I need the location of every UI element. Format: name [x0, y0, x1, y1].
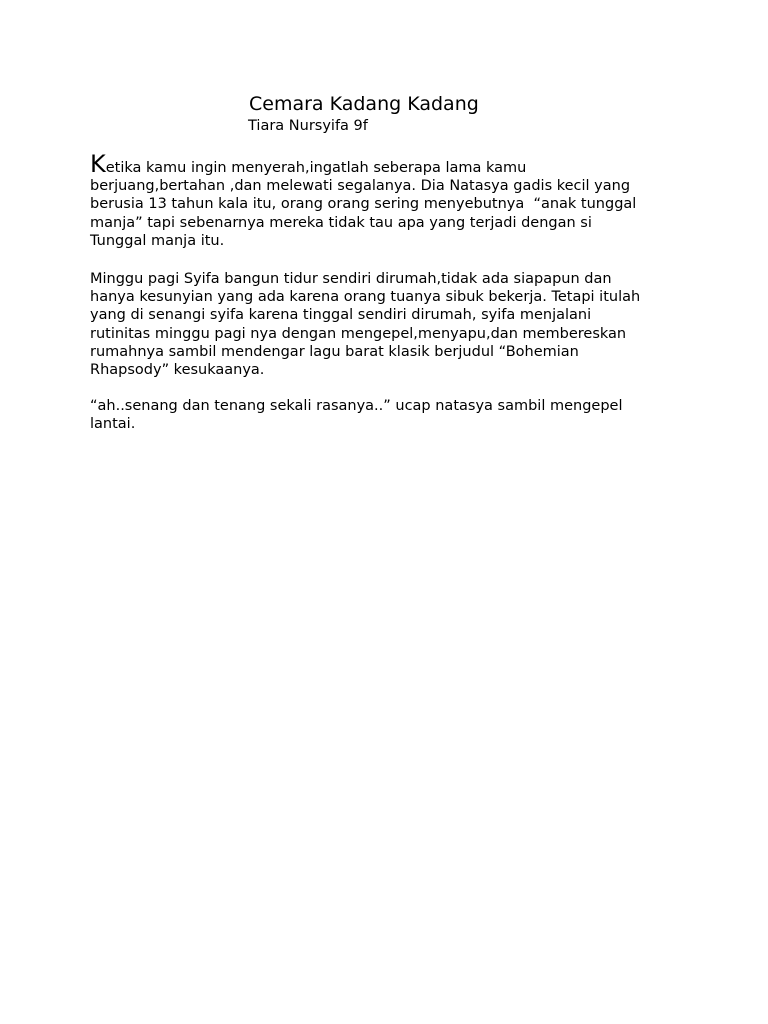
paragraph-line: Minggu pagi Syifa bangun tidur sendiri dirumah,tidak ada siapapun dan — [90, 271, 612, 287]
paragraph-line: rutinitas minggu pagi nya dengan mengepel,menyapu,dan membereskan — [90, 325, 627, 342]
paragraph-line: “ah..senang dan tenang sekali rasanya..” ucap natasya sambil mengepel — [90, 398, 623, 414]
paragraph-line: lantai. — [90, 416, 136, 433]
paragraph-1 — [90, 150, 680, 250]
paragraph-line: Tunggal manja itu. — [90, 232, 225, 249]
document-title: Cemara Kadang Kadang — [249, 93, 479, 115]
paragraph-line: Rhapsody” kesukaanya. — [90, 362, 265, 379]
paragraph-line: berusia 13 tahun kala itu, orang orang sering menyebutnya “anak tunggal — [90, 196, 637, 213]
paragraph-3 — [90, 397, 680, 433]
paragraph-line: rumahnya sambil mendengar lagu barat klasik berjudul “Bohemian — [90, 343, 579, 360]
paragraph-line: yang di senangi syifa karena tinggal sendiri dirumah, syifa menjalani — [90, 307, 592, 324]
paragraph-2 — [90, 270, 680, 379]
paragraph-line: hanya kesunyian yang ada karena orang tuanya sibuk bekerja. Tetapi itulah — [90, 289, 641, 306]
first-line-text: etika kamu ingin menyerah,ingatlah seberapa lama kamu — [105, 160, 527, 176]
paragraph-line — [90, 150, 680, 178]
drop-cap: K — [90, 150, 106, 178]
paragraph-line: manja” tapi sebenarnya mereka tidak tau apa yang terjadi dengan si — [90, 214, 592, 231]
paragraph-line: berjuang,bertahan ,dan melewati segalanya. Dia Natasya gadis kecil yang — [90, 178, 631, 195]
document-author: Tiara Nursyifa 9f — [248, 118, 368, 134]
